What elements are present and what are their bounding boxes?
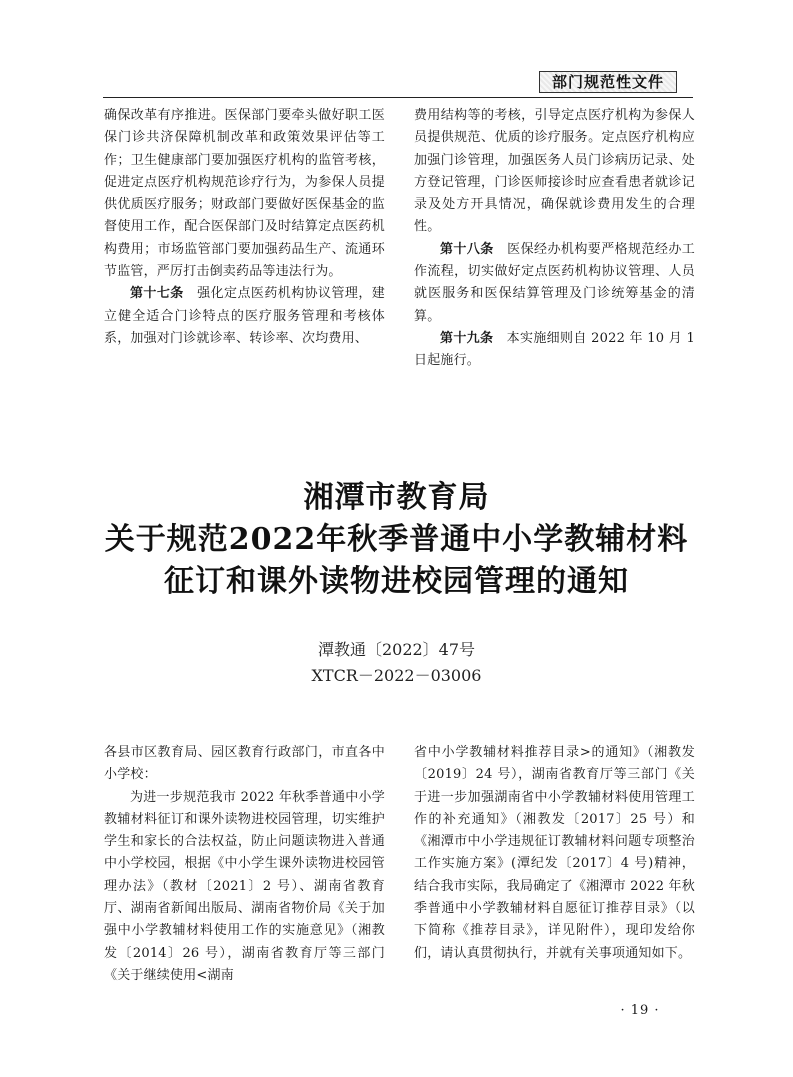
article-19-text: 本实施细则自 2022 年 10 月 1 日起施行。 [414, 330, 695, 369]
body-paragraph: 为进一步规范我市 2022 年秋季普通中小学教辅材料征订和课外读物进校园管理，切实维护学生和家长的合法权益，防止问题读物进入普通中小学校园，根据《中小学生课外读物进校园管理办法》（教材〔2021〕2 号）、湖南省教育厅、湖南省新闻出版局、湖南省物价局《关于加强中小学教辅材料使用工作的实施意见》（湘教发〔2014〕26 号），湖南省教育厅等三部门《关于继续使用<湖南 [104, 789, 385, 983]
header-rule [103, 97, 693, 98]
article-18-label: 第十八条 [440, 241, 494, 257]
bottom-right-column [414, 742, 695, 965]
paragraph-continued: 费用结构等的考核，引导定点医疗机构为参保人员提供规范、优质的诊疗服务。定点医疗机构应加强门诊管理，加强医务人员门诊病历记录、处方登记管理，门诊医师接诊时应查看患者就诊记录及处方开具情况，确保就诊费用发生的合理性。 [414, 108, 695, 235]
page-number: · 19 · [620, 1003, 660, 1018]
notice-title [60, 477, 733, 603]
paragraph-continued: 确保改革有序推进。医保部门要牵头做好职工医保门诊共济保障机制改革和政策效果评估等工作；卫生健康部门要加强医疗机构的监管考核，促进定点医疗机构规范诊疗行为，为参保人员提供优质医疗服务；财政部门要做好医保基金的监督使用工作，配合医保部门及时结算定点医药机构费用；市场监管部门要加强药品生产、流通环节监管，严厉打击倒卖药品等违法行为。 [104, 108, 385, 280]
body-paragraph-continued: 省中小学教辅材料推荐目录>的通知》（湘教发〔2019〕24 号），湖南省教育厅等三部门《关于进一步加强湖南省中小学教辅材料使用管理工作的补充通知》（湘教发〔2017〕25 号）和《湘潭市中小学违规征订教辅材料问题专项整治工作实施方案》(潭纪发〔2017〕4 号)精神，结合我市实际，我局确定了《湘潭市 2022 年秋季普通中小学教辅材料自愿征订推荐目录》（以下简称《推荐目录》，详见附件），现印发给你们，请认真贯彻执行，并就有关事项通知如下。 [414, 745, 695, 961]
document-number: 潭教通〔2022〕47号 [317, 640, 476, 659]
article-18-text: 医保经办机构要严格规范经办工作流程，切实做好定点医药机构协议管理、人员就医服务和医保结算管理及门诊统筹基金的清算。 [414, 241, 695, 324]
article-19-label: 第十九条 [440, 330, 494, 346]
document-number-block [100, 637, 693, 689]
article-17-label: 第十七条 [130, 286, 184, 302]
registration-code: XTCR－2022－03006 [311, 666, 482, 685]
article-18 [414, 239, 695, 328]
salutation: 各县市区教育局、园区教育行政部门，市直各中小学校： [104, 745, 385, 783]
notice-title-line-1: 湘潭市教育局 [303, 480, 490, 515]
bottom-left-column [104, 742, 385, 987]
section-label: 部门规范性文件 [539, 71, 677, 93]
article-17-text: 强化定点医药机构协议管理，建立健全适合门诊特点的医疗服务管理和考核体系，加强对门诊就诊率、转诊率、次均费用、 [104, 286, 385, 346]
article-19 [414, 328, 695, 373]
notice-title-line-3: 征订和课外读物进校园管理的通知 [164, 564, 629, 599]
top-left-column [104, 105, 385, 350]
top-right-column [414, 105, 695, 373]
article-17 [104, 283, 385, 350]
notice-title-line-2: 关于规范2022年秋季普通中小学教辅材料 [104, 522, 689, 557]
